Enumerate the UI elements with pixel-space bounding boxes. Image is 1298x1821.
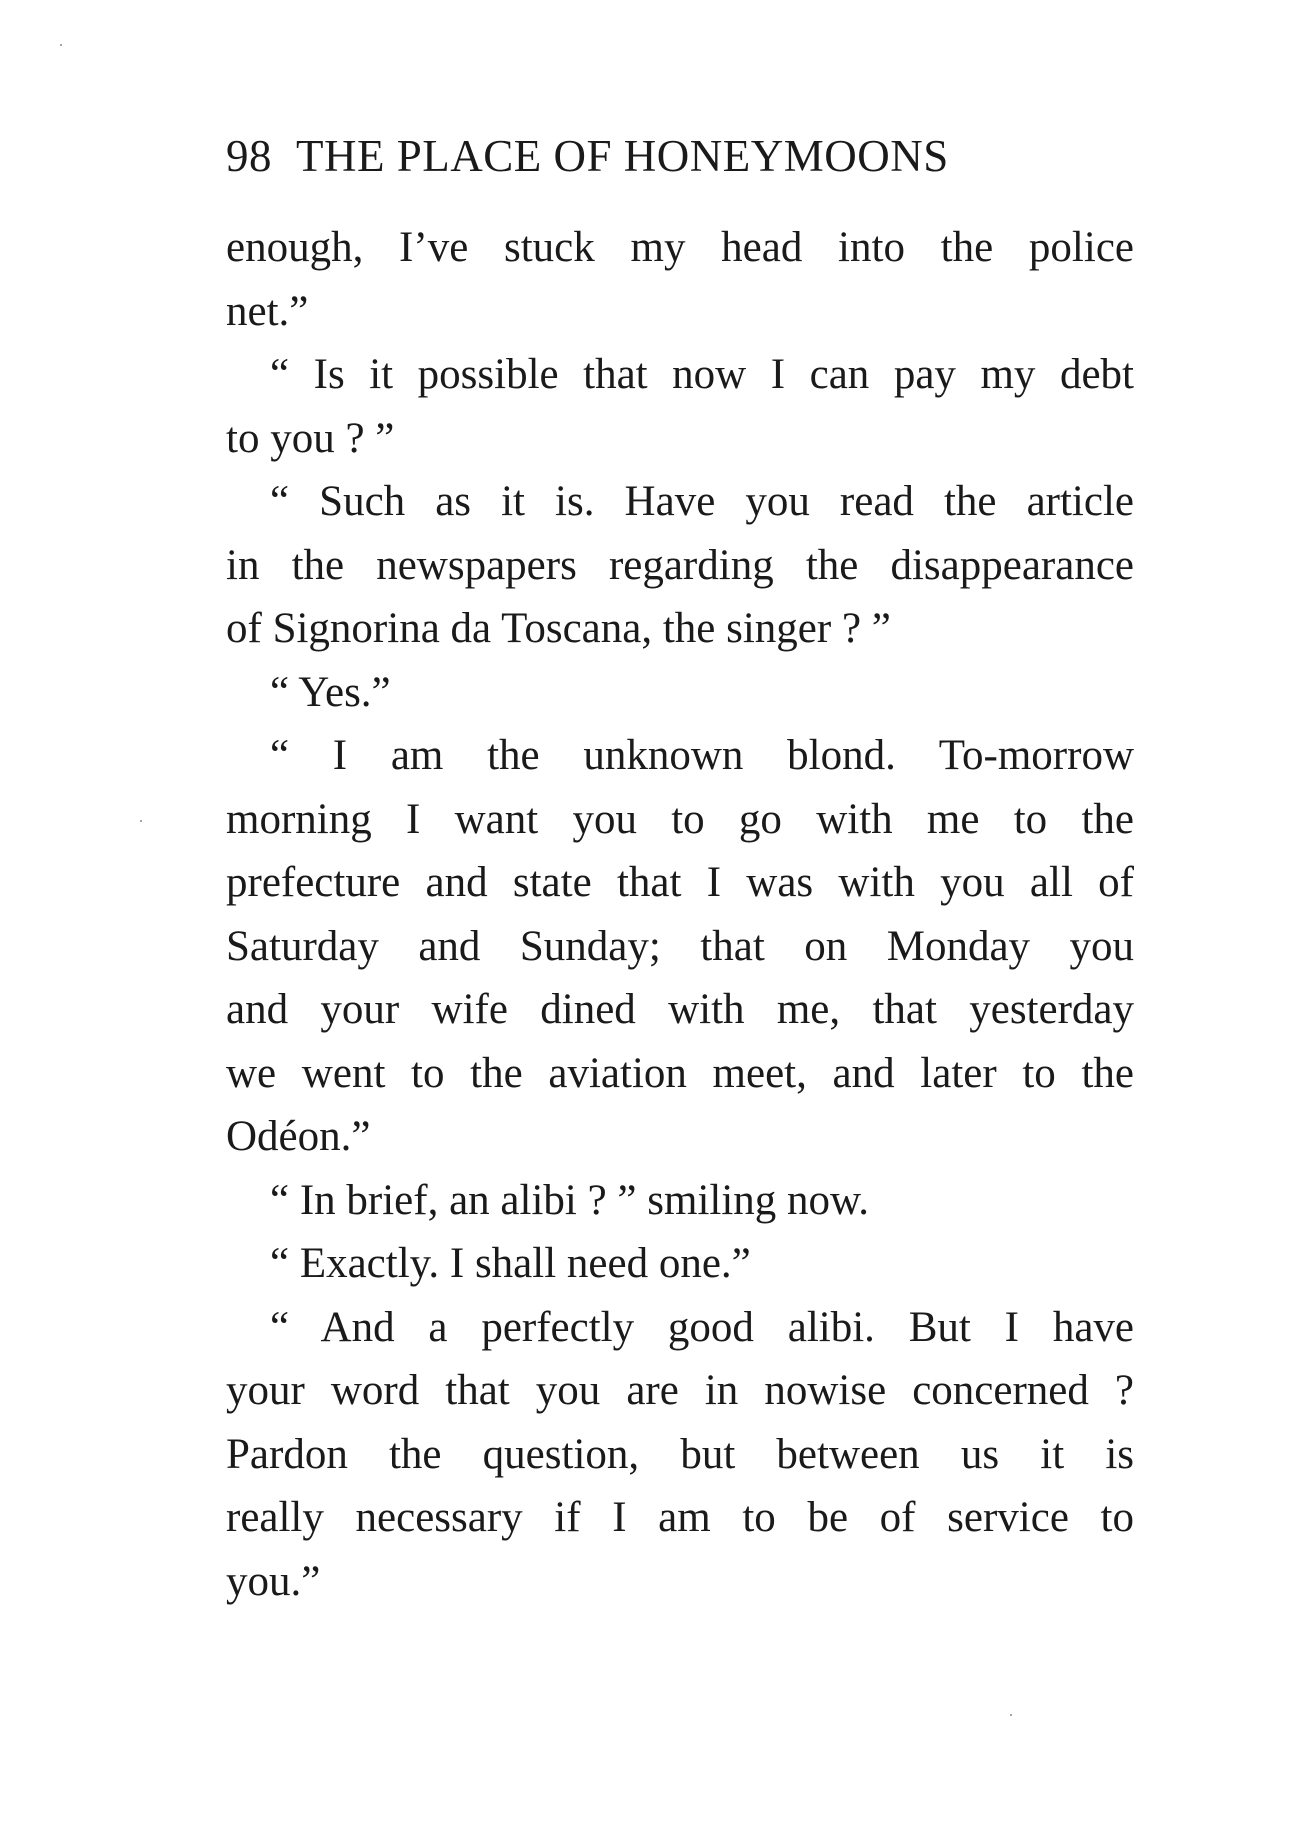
text-line: enough, I’ve stuck my head into the police xyxy=(226,224,1134,271)
text-line: in the newspapers regarding the disappearance xyxy=(226,541,1134,589)
text-line: Pardon the question, but between us it is xyxy=(226,1430,1134,1478)
text-line: morning I want you to go with me to the xyxy=(226,795,1134,843)
body-text xyxy=(226,216,1134,1613)
text-line: to you ? ” xyxy=(226,414,395,462)
text-line: “ In brief, an alibi ? ” smiling now. xyxy=(270,1176,870,1224)
text-line: “ Exactly. I shall need one.” xyxy=(270,1240,751,1287)
text-line: you.” xyxy=(226,1557,321,1605)
page-number: 98 xyxy=(226,131,272,181)
text-line: of Signorina da Toscana, the singer ? ” xyxy=(226,605,891,652)
text-line: “ Yes.” xyxy=(270,668,391,716)
text-line: Saturday and Sunday; that on Monday you xyxy=(226,922,1134,970)
paper-speck xyxy=(60,44,62,46)
text-line: and your wife dined with me, that yesterday xyxy=(226,986,1134,1033)
text-line: “ Is it possible that now I can pay my debt xyxy=(270,351,1134,398)
running-title: THE PLACE OF HONEYMOONS xyxy=(296,131,949,181)
paper-speck xyxy=(1010,1714,1012,1716)
text-line: net.” xyxy=(226,287,309,335)
running-head xyxy=(226,126,1134,186)
paper-speck xyxy=(140,820,142,822)
text-line: really necessary if I am to be of service to xyxy=(226,1494,1134,1541)
text-line: “ And a perfectly good alibi. But I have xyxy=(270,1303,1134,1351)
text-line: we went to the aviation meet, and later to the xyxy=(226,1049,1134,1097)
text-line: “ I am the unknown blond. To-morrow xyxy=(270,732,1134,779)
text-line: Odéon.” xyxy=(226,1113,371,1160)
text-line: “ Such as it is. Have you read the article xyxy=(270,478,1134,525)
text-line: your word that you are in nowise concerned ? xyxy=(226,1367,1134,1414)
text-line: prefecture and state that I was with you all of xyxy=(226,859,1134,906)
